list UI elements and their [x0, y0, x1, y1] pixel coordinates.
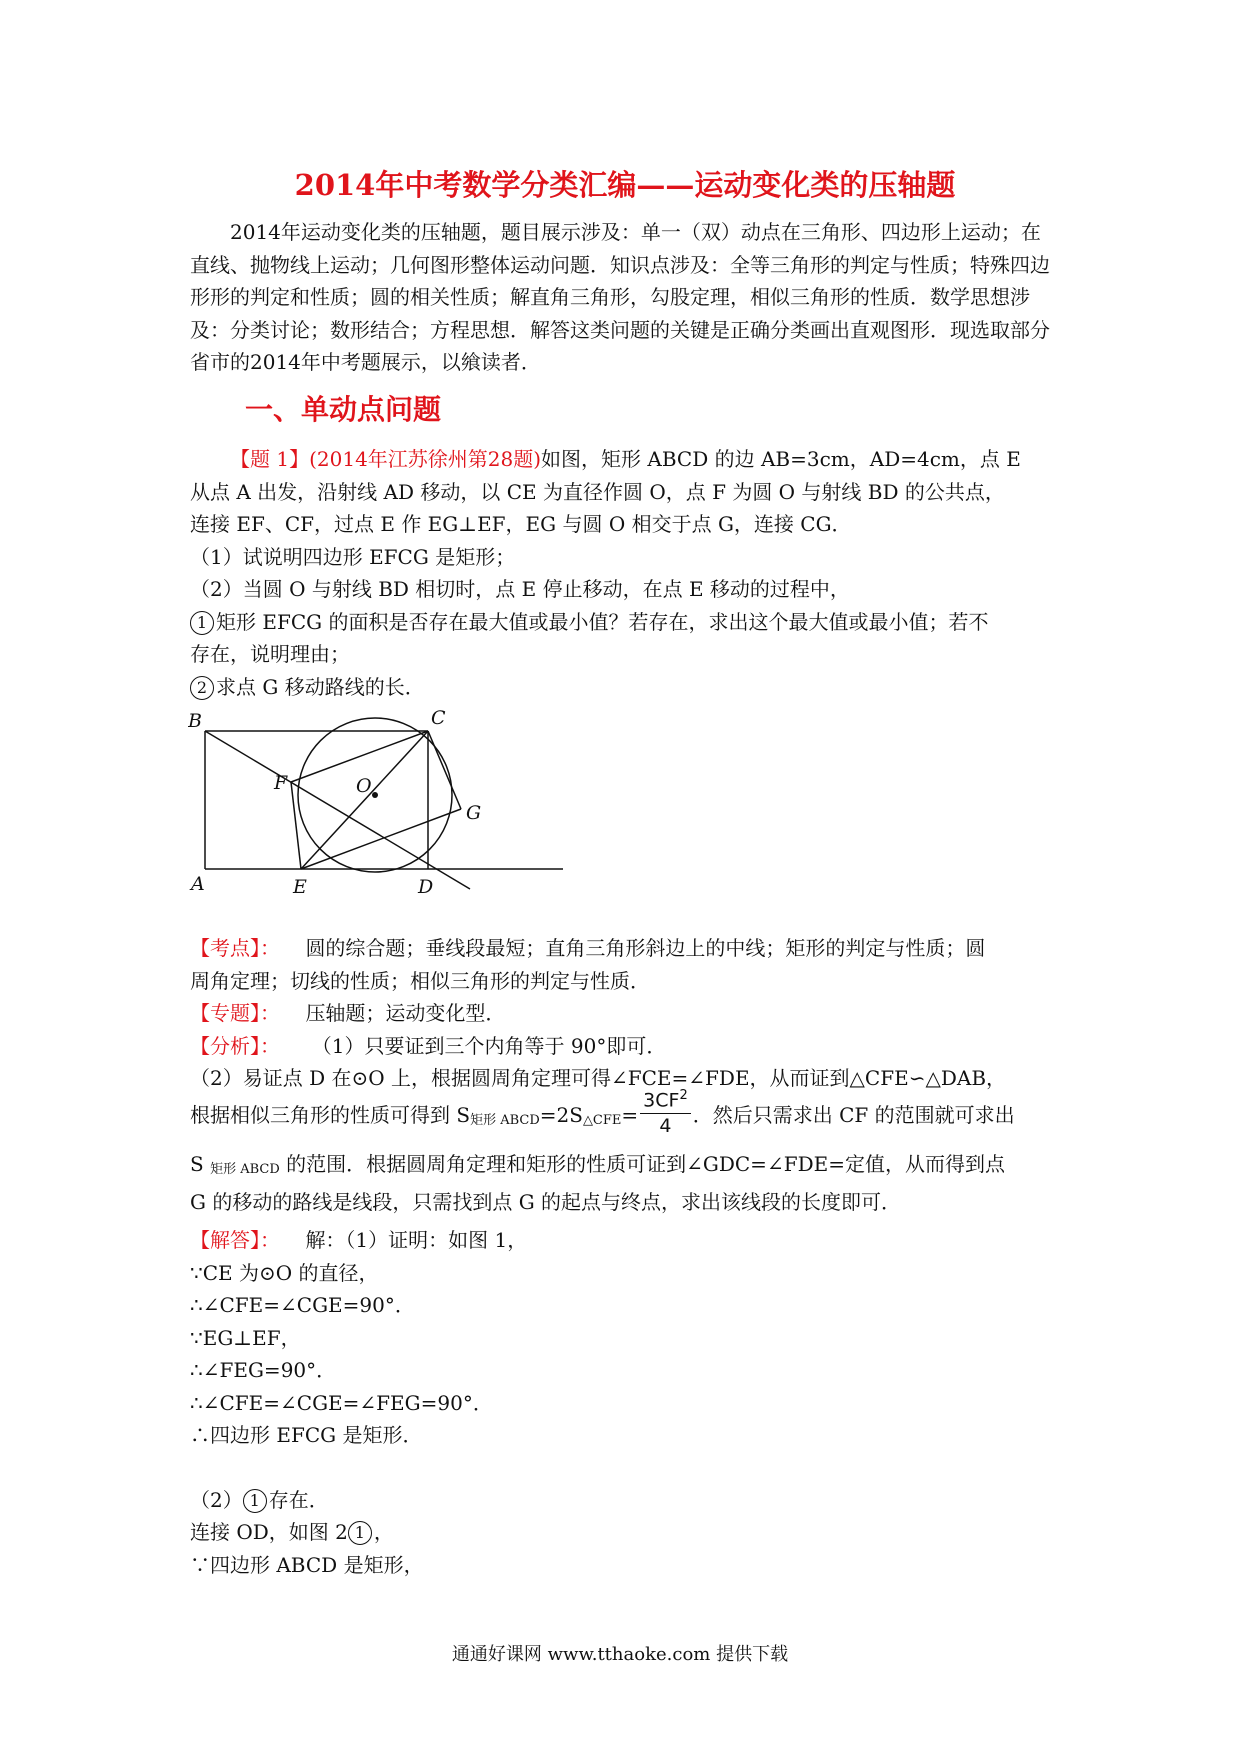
circled-number: 1	[190, 611, 214, 635]
document-title: 2014年中考数学分类汇编——运动变化类的压轴题	[294, 168, 956, 202]
question-2: （2）当圆 O 与射线 BD 相切时，点 E 停止移动，在点 E 移动的过程中，	[190, 577, 850, 601]
zhuanti-label: 【专题】：	[190, 1001, 280, 1025]
fenxi-line-1: 【分析】： （1）只要证到三个内角等于 90°即可．	[190, 1033, 667, 1058]
fenxi-line-4: S 矩形 ABCD 的范围．根据圆周角定理和矩形的性质可证到∠GDC=∠FDE=定值，从而得到点	[190, 1151, 1005, 1177]
solution-step: ∴∠CFE=∠CGE=90°．	[190, 1293, 415, 1317]
page-footer: 通通好课网 www.tthaoke.com 提供下载	[451, 1644, 789, 1665]
label-g: G	[466, 802, 482, 824]
problem-line-1	[190, 443, 1060, 476]
problem-source: (2014年江苏徐州第28题)	[309, 447, 542, 471]
jieda-label: 【解答】：	[190, 1228, 280, 1252]
label-o: O	[356, 775, 372, 797]
label-b: B	[188, 710, 202, 732]
solution-step: ∴四边形 EFCG 是矩形．	[190, 1423, 423, 1447]
solution-step: ∵EG⊥EF，	[190, 1325, 301, 1350]
solution-section	[190, 1224, 1060, 1581]
solution-part-2-line-3: ∵四边形 ABCD 是矩形，	[190, 1552, 424, 1577]
problem-statement	[190, 443, 1060, 703]
solution-step: ∴∠FEG=90°．	[190, 1358, 337, 1382]
segment-ef	[291, 782, 301, 869]
question-2-1-line-2: 存在，说明理由；	[190, 642, 350, 666]
question-2-2: 2 求点 G 移动路线的长．	[190, 671, 1060, 704]
analysis-section	[190, 932, 1060, 1219]
segment-cg	[428, 731, 461, 809]
label-a: A	[191, 873, 205, 895]
zhuanti-line: 【专题】： 压轴题；运动变化型．	[190, 1001, 506, 1025]
problem-text-1: 如图，矩形 ABCD 的边 AB=3cm，AD=4cm，点 E	[541, 447, 1021, 471]
label-e: E	[293, 876, 307, 897]
solution-part-2: （2） 1 存在．	[190, 1487, 329, 1512]
solution-step: ∵CE 为⊙O 的直径，	[190, 1260, 379, 1285]
ray-bd	[205, 731, 470, 889]
fenxi-line-2: （2）易证点 D 在⊙O 上，根据圆周角定理可得∠FCE=∠FDE，从而证到△CFE∽△DAB，	[190, 1066, 1007, 1090]
solution-step: ∴∠CFE=∠CGE=∠FEG=90°．	[190, 1390, 493, 1415]
label-c: C	[431, 707, 446, 729]
geometry-figure	[188, 707, 578, 897]
question-1: （1）试说明四边形 EFCG 是矩形；	[190, 544, 516, 569]
label-f: F	[274, 772, 288, 794]
problem-line-2: 从点 A 出发，沿射线 AD 移动，以 CE 为直径作圆 O，点 F 为圆 O 与射线 BD 的公共点，	[190, 479, 1005, 504]
kaodian-label: 【考点】：	[190, 936, 280, 960]
circled-number: 1	[243, 1489, 267, 1513]
fenxi-label: 【分析】：	[190, 1033, 280, 1058]
label-d: D	[418, 876, 434, 897]
fenxi-line-3: 根据相似三角形的性质可得到 S矩形 ABCD=2S△CFE= $\frac{3CF^2}{4}$ ．然后只需求出 CF 的范围就可求出	[190, 1092, 1060, 1144]
segment-eg	[301, 809, 461, 869]
fraction: $\frac{3CF^2}{4}$	[640, 1084, 691, 1137]
problem-label: 【题 1】	[230, 447, 310, 471]
circled-number: 1	[348, 1521, 372, 1545]
kaodian-line-1: 【考点】： 圆的综合题；垂线段最短；直角三角形斜边上的中线；矩形的判定与性质；圆	[190, 936, 986, 960]
center-point-o	[372, 792, 378, 798]
solution-part-2-line-2: 连接 OD，如图 2 1 ，	[190, 1520, 394, 1544]
jieda-line-1: 【解答】： 解：（1）证明：如图 1，	[190, 1228, 528, 1252]
question-2-1-line-1: 1 矩形 EFCG 的面积是否存在最大值或最小值？若存在，求出这个最大值或最小值；若不	[190, 606, 1060, 639]
kaodian-line-2: 周角定理；切线的性质；相似三角形的判定与性质．	[190, 968, 650, 993]
fenxi-line-5: G 的移动的路线是线段，只需找到点 G 的起点与终点，求出该线段的长度即可．	[190, 1190, 902, 1214]
circled-number: 2	[190, 676, 214, 700]
problem-line-3: 连接 EF、CF，过点 E 作 EG⊥EF，EG 与圆 O 相交于点 G，连接 CG．	[190, 512, 852, 536]
section-heading: 一、单动点问题	[245, 393, 442, 426]
intro-paragraph: 2014年运动变化类的压轴题，题目展示涉及：单一（双）动点在三角形、四边形上运动；在直线、抛物线上运动；几何图形整体运动问题．知识点涉及：全等三角形的判定与性质；特殊四边形形的判定和性质；圆的相关性质；解直角三角形，勾股定理，相似三角形的性质．数学思想涉及：分类讨论；数形结合；方程思想．解答这类问题的关键是正确分类画出直观图形．现选取部分省市的2014年中考题展示，以飨读者．	[190, 220, 1050, 374]
